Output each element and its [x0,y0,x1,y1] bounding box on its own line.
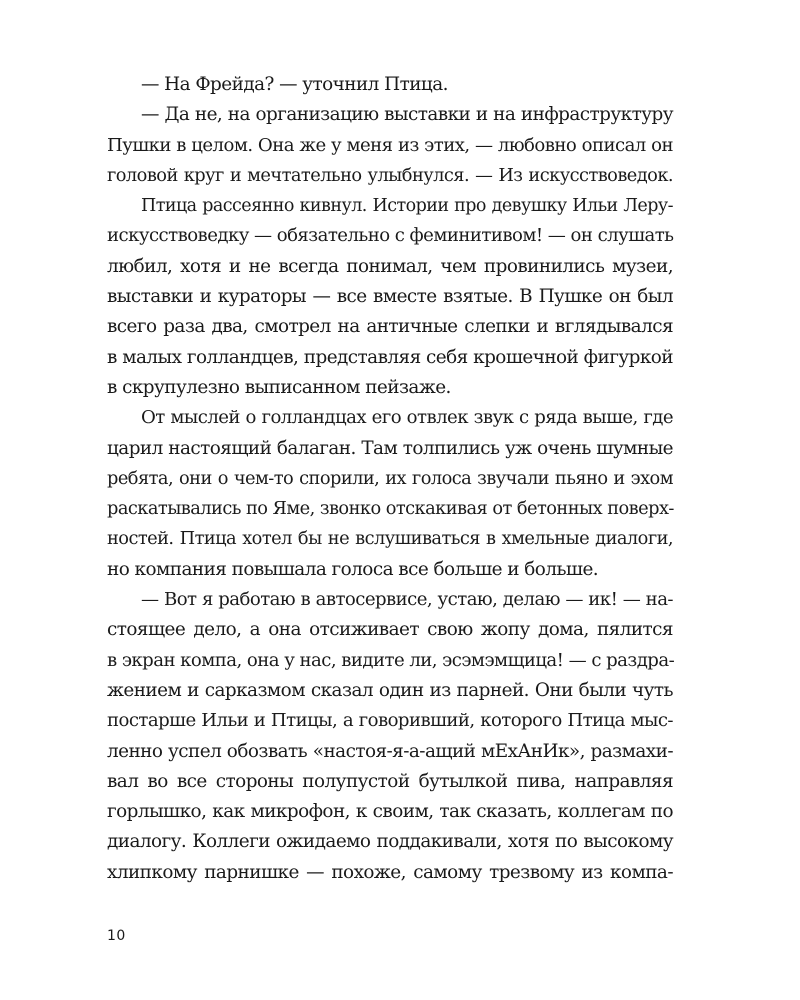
text-line: выставки и кураторы — все вместе взятые. В Пушке он был [107,286,673,308]
text-line: головой круг и мечтательно улыбнулся. — Из искусствоведок. [107,164,673,186]
text-line: но компания повышала голоса все больше и больше. [107,558,599,580]
text-line: в скрупулезно выписанном пейзаже. [107,376,451,398]
body-text [107,70,673,888]
text-line: стоящее дело, а она отсиживает свою жопу дома, пялится [107,619,673,641]
text-line: всего раза два, смотрел на античные слепки и вглядывался [107,316,673,338]
text-line: царил настоящий балаган. Там толпились уж очень шумные [107,437,673,459]
text-line: в малых голландцев, представляя себя крошечной фигуркой [107,346,673,368]
text-line: вал во все стороны полупустой бутылкой пива, направляя [107,770,673,792]
text-line: ленно успел обозвать «настоя-я-а-ащий мЕхАнИк», размахи- [107,740,673,762]
text-line: хлипкому парнишке — похоже, самому трезвому из компа- [107,861,673,883]
text-line: ностей. Птица хотел бы не вслушиваться в хмельные диалоги, [107,528,673,550]
text-line: диалогу. Коллеги ожидаемо поддакивали, хотя по высокому [107,831,673,853]
text-line: раскатывались по Яме, звонко отскакивая от бетонных поверх- [107,498,674,520]
text-line: искусствоведку — обязательно с феминитивом! — он слушать [107,225,674,247]
text-line: жением и сарказмом сказал один из парней. Они были чуть [107,679,673,701]
text-line: горлышко, как микрофон, к своим, так сказать, коллегам по [107,801,673,823]
page-number: 10 [107,928,126,944]
text-line: — Вот я работаю в автосервисе, устаю, делаю — ик! — на- [141,589,673,611]
text-line: От мыслей о голландцах его отвлек звук с ряда выше, где [141,407,673,429]
text-line: Пушки в целом. Она же у меня из этих, — любовно описал он [107,134,673,156]
text-line: Птица рассеянно кивнул. Истории про девушку Ильи Леру- [141,196,673,217]
text-line: в экран компа, она у нас, видите ли, эсэмэмщица! — с раздра- [107,649,675,671]
text-line: ребята, они о чем-то спорили, их голоса звучали пьяно и эхом [107,467,673,489]
text-line: — Да не, на организацию выставки и на инфраструктуру [141,104,673,126]
text-line: постарше Ильи и Птицы, а говоривший, которого Птица мыс- [107,710,673,732]
text-line: — На Фрейда? — уточнил Птица. [141,74,448,95]
text-line: любил, хотя и не всегда понимал, чем провинились музеи, [107,255,673,277]
